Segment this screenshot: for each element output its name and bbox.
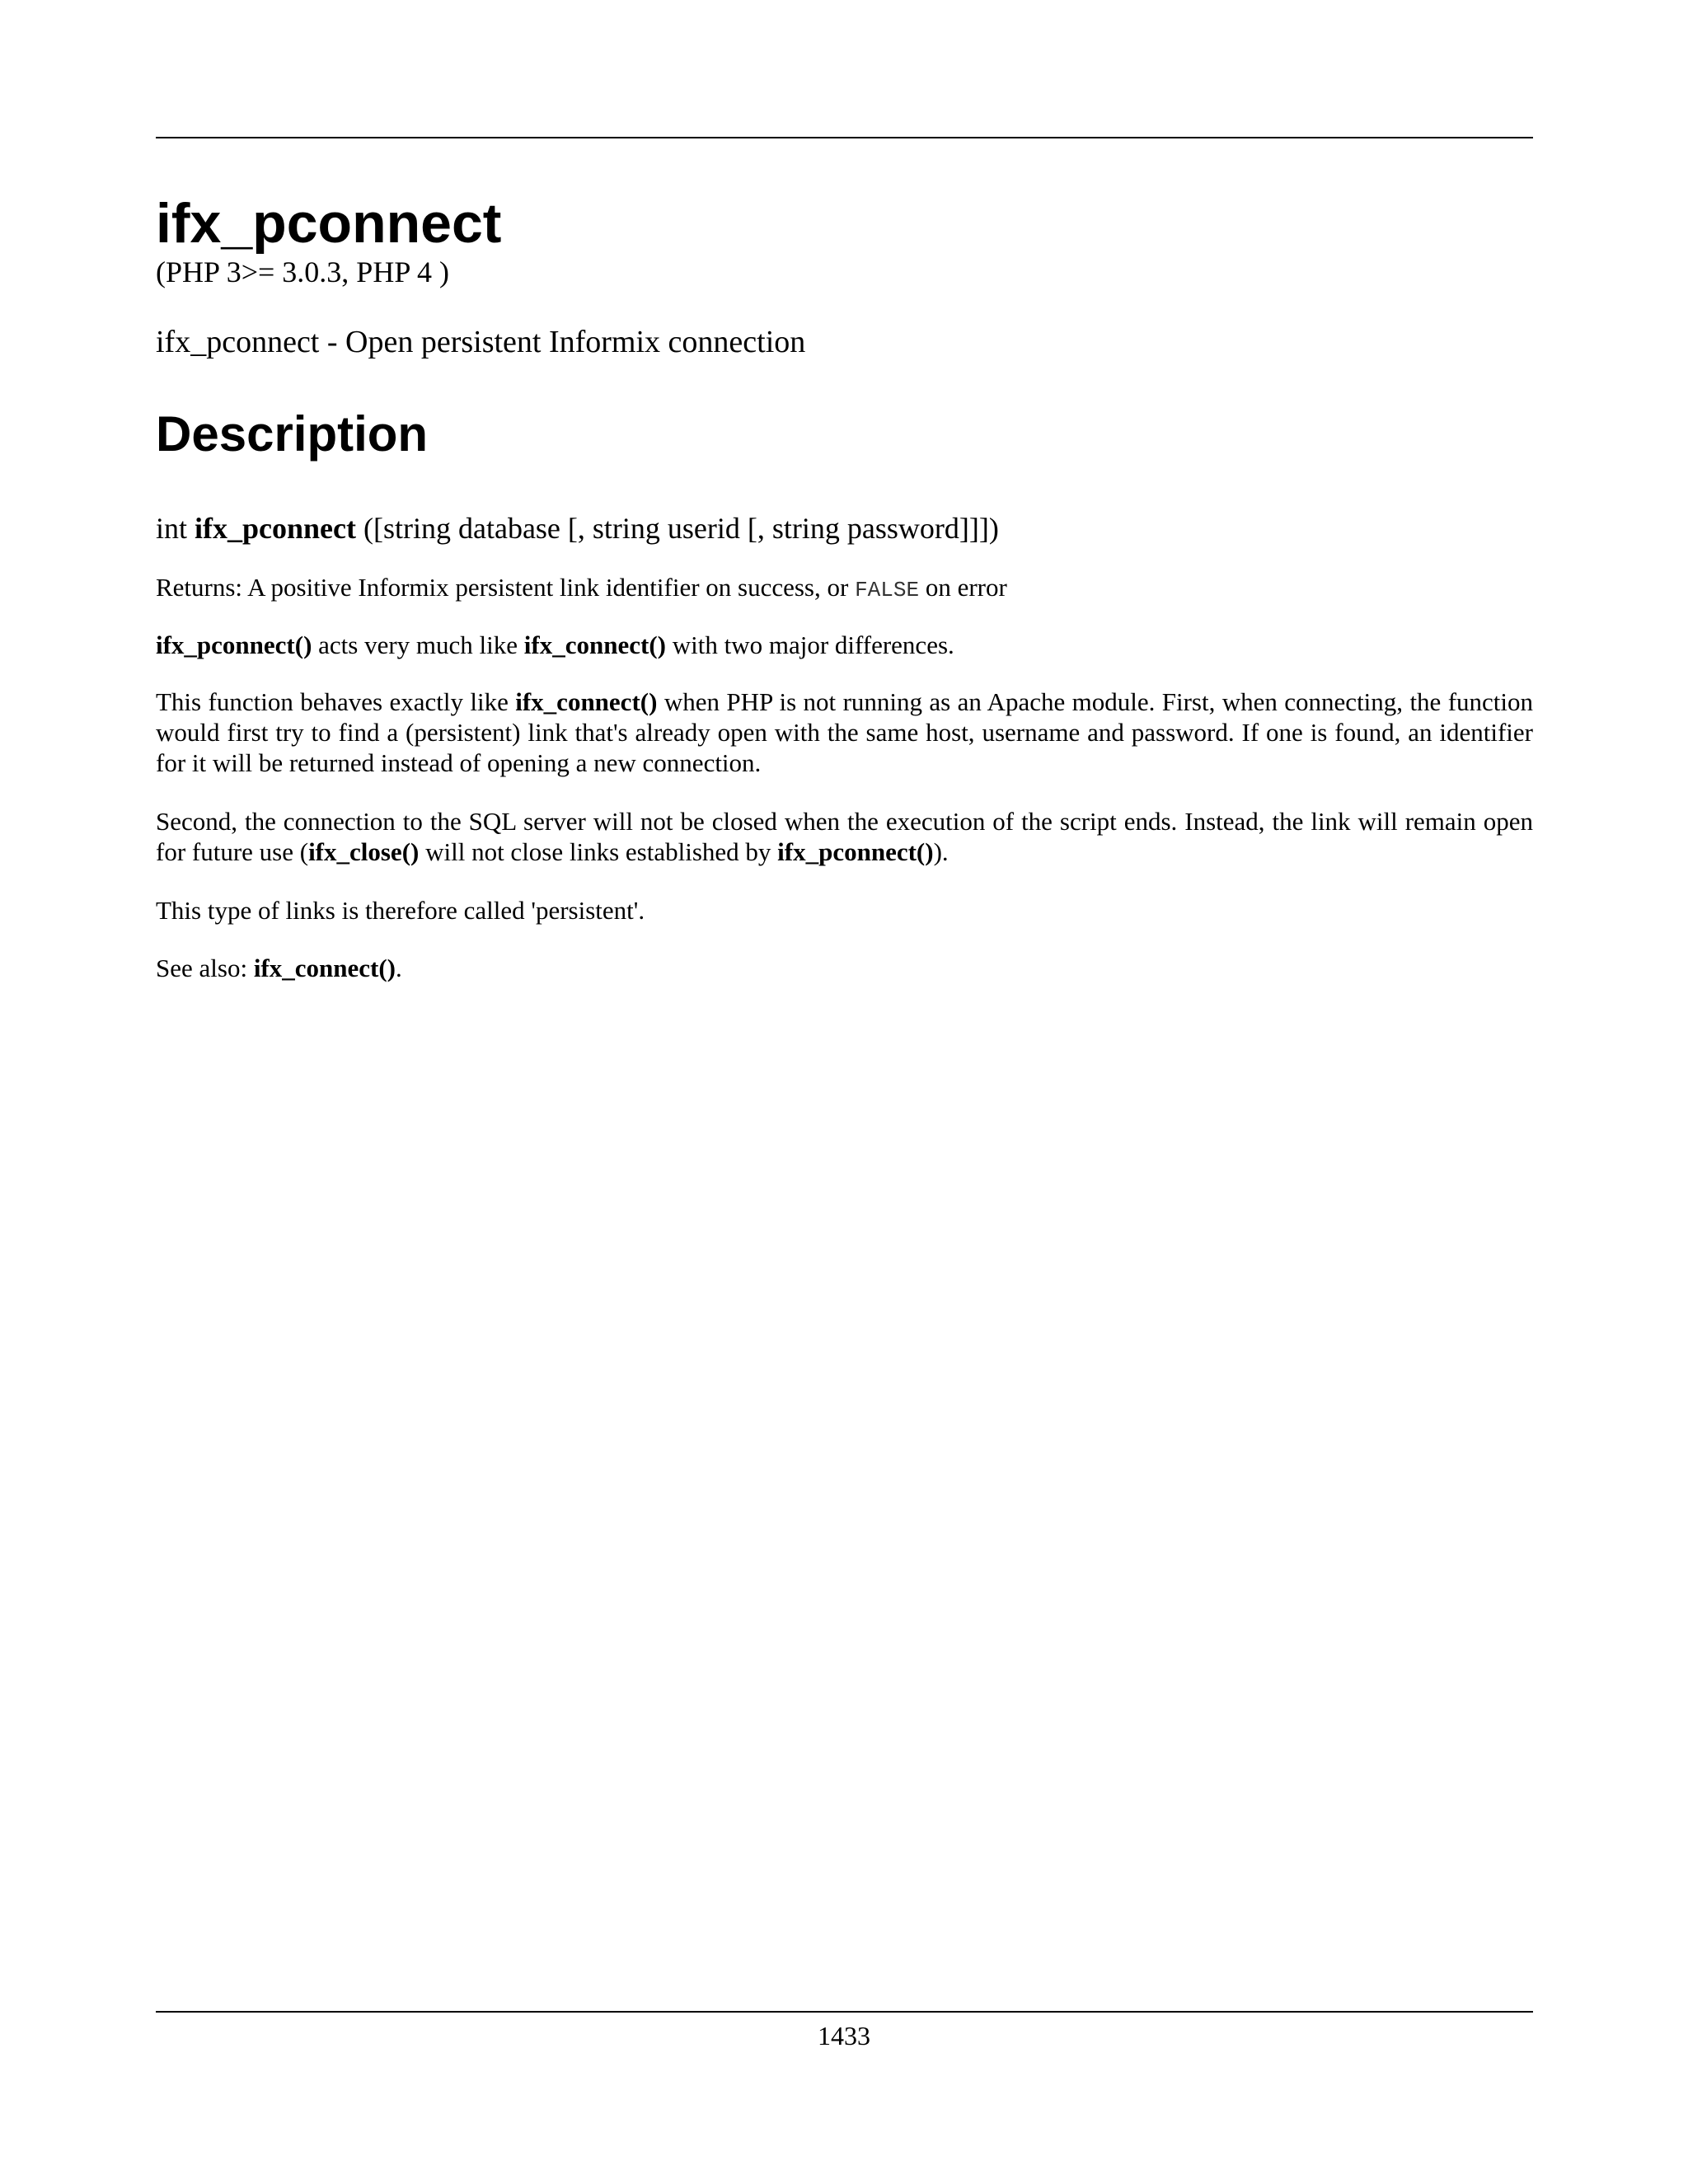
function-synopsis bbox=[156, 510, 999, 546]
paragraph-second-difference bbox=[156, 806, 1533, 867]
synopsis-return-type: int bbox=[156, 512, 188, 545]
func-ref-ifx-connect: ifx_connect() bbox=[523, 630, 666, 659]
synopsis-params: ([string database [, string userid [, string password]]]) bbox=[363, 512, 999, 545]
paragraph-returns bbox=[156, 572, 1533, 606]
paragraph-behaves bbox=[156, 687, 1533, 778]
top-rule bbox=[156, 137, 1533, 138]
see-also-link-ifx-connect[interactable]: ifx_connect() bbox=[253, 954, 396, 982]
func-ref-ifx-close: ifx_close() bbox=[308, 837, 420, 866]
returns-text-end: on error bbox=[925, 573, 1007, 602]
paragraph-acts-like bbox=[156, 630, 1533, 660]
bottom-rule bbox=[156, 2011, 1533, 2013]
acts-text-end: with two major differences. bbox=[672, 630, 954, 659]
second-text-end: ). bbox=[933, 837, 949, 866]
acts-text: acts very much like bbox=[318, 630, 518, 659]
second-text: Second, the connection to the SQL server will not be closed when the execution of the script ends. Instead, the link will remain open for future use ( bbox=[156, 807, 1533, 866]
second-text-mid: will not close links established by bbox=[425, 837, 771, 866]
page-title: ifx_pconnect bbox=[156, 192, 502, 255]
behaves-text-end: when PHP is not running as an Apache module. First, when connecting, the function would first try to find a (persistent) link that's already open with the same host, username and password. If one is found, an identifier for it will be returned instead of opening a new connection. bbox=[156, 687, 1534, 777]
see-also-period: . bbox=[395, 954, 402, 982]
page-number: 1433 bbox=[818, 2021, 870, 2050]
paragraph-see-also bbox=[156, 953, 1533, 983]
func-ref-ifx-pconnect: ifx_pconnect() bbox=[156, 630, 312, 659]
behaves-text: This function behaves exactly like bbox=[156, 687, 509, 716]
function-purpose: ifx_pconnect - Open persistent Informix connection bbox=[156, 325, 806, 359]
see-also-label: See also: bbox=[156, 954, 248, 982]
func-ref-ifx-connect: ifx_connect() bbox=[515, 687, 658, 716]
false-constant: FALSE bbox=[855, 578, 920, 602]
synopsis-function-name: ifx_pconnect bbox=[195, 512, 356, 545]
paragraph-persistent-type: This type of links is therefore called 'persistent'. bbox=[156, 896, 645, 925]
version-info: (PHP 3>= 3.0.3, PHP 4 ) bbox=[156, 255, 449, 288]
returns-text: Returns: A positive Informix persistent link identifier on success, or bbox=[156, 573, 849, 602]
section-heading-description: Description bbox=[156, 406, 429, 462]
func-ref-ifx-pconnect: ifx_pconnect() bbox=[777, 837, 934, 866]
